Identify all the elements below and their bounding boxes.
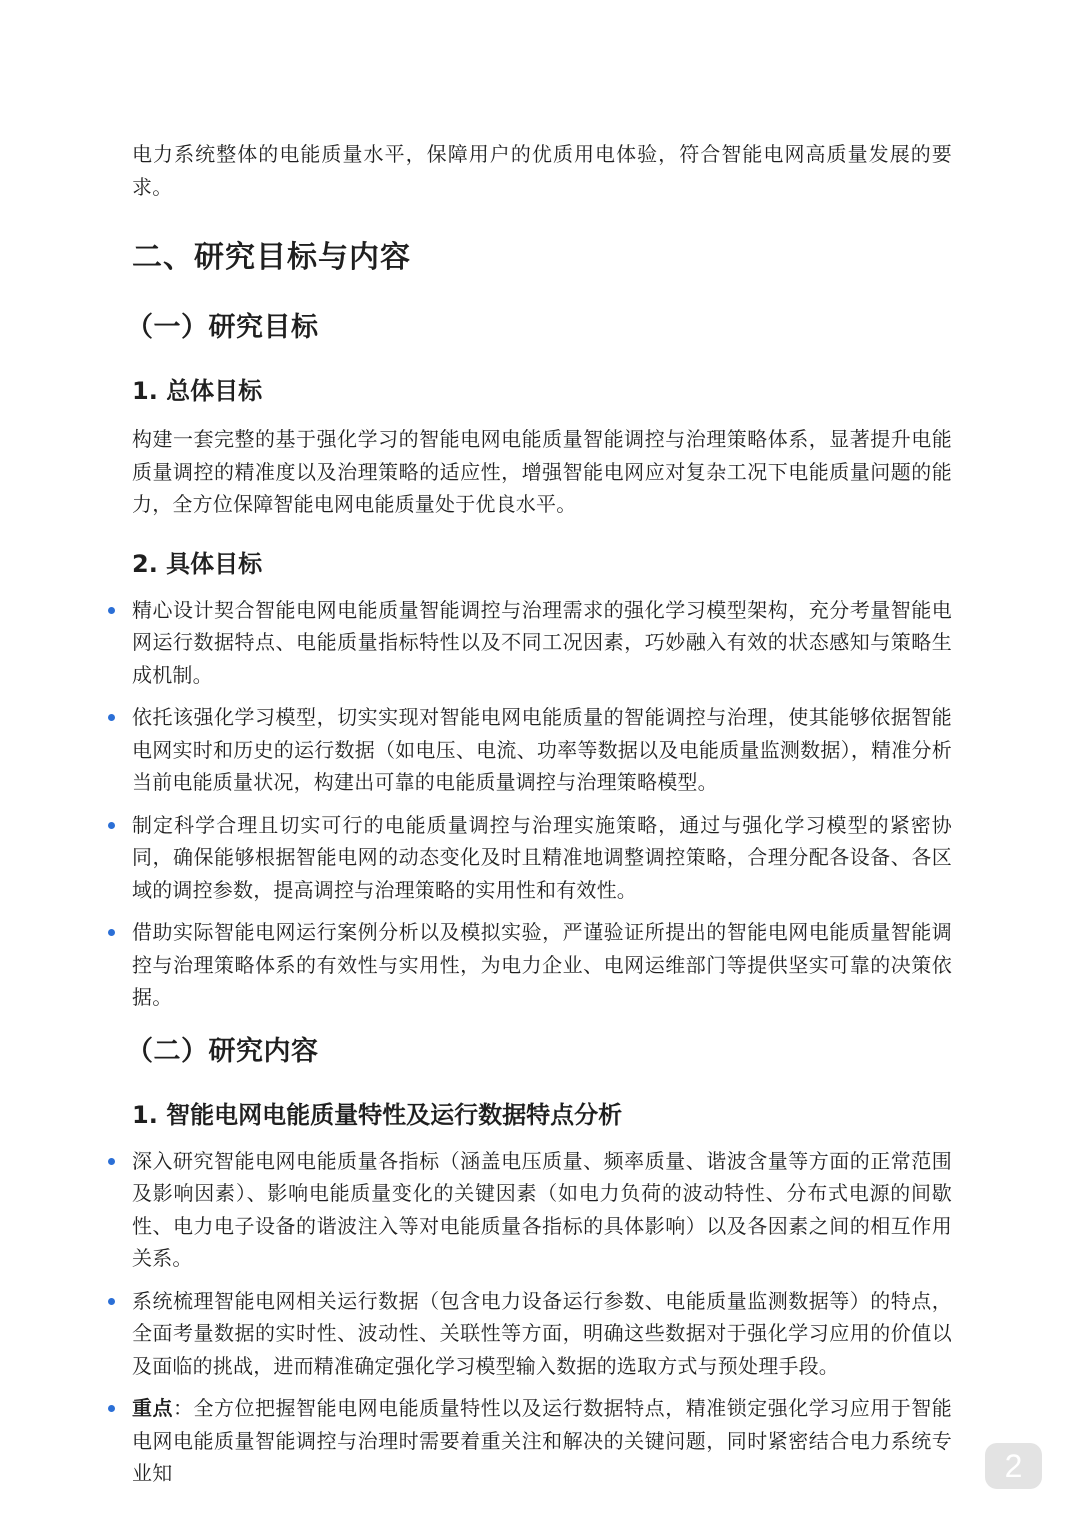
bullet-dot-icon (108, 607, 115, 614)
content-item1-list (132, 1145, 952, 1490)
bullet-dot-icon (108, 1158, 115, 1165)
bullet-dot-icon (108, 929, 115, 936)
goals-heading: （一）研究目标 (126, 312, 319, 343)
list-item-text: 深入研究智能电网电能质量各指标（涵盖电压质量、频率质量、谐波含量等方面的正常范围及影响因素）、影响电能质量变化的关键因素（如电力负荷的波动特性、分布式电源的间歇性、电力电子设备的谐波注入等对电能质量各指标的具体影响）以及各因素之间的相互作用关系。 (132, 1148, 952, 1270)
page-content (126, 138, 952, 1500)
bullet-dot-icon (108, 822, 115, 829)
list-item-text: 系统梳理智能电网相关运行数据（包含电力设备运行参数、电能质量监测数据等）的特点，全面考量数据的实时性、波动性、关联性等方面，明确这些数据对于强化学习应用的价值以及面临的挑战，进而精准确定强化学习模型输入数据的选取方式与预处理手段。 (132, 1288, 952, 1378)
list-item (132, 594, 952, 692)
section-heading: 二、研究目标与内容 (132, 240, 411, 275)
key-point-label: 重点 (132, 1396, 174, 1420)
list-item-text: 依托该强化学习模型，切实实现对智能电网电能质量的智能调控与治理，使其能够依据智能电网实时和历史的运行数据（如电压、电流、功率等数据以及电能质量监测数据），精准分析当前电能质量状况，构建出可靠的电能质量调控与治理策略模型。 (132, 705, 952, 794)
list-item-text: 借助实际智能电网运行案例分析以及模拟实验，严谨验证所提出的智能电网电能质量智能调控与治理策略体系的有效性与实用性，为电力企业、电网运维部门等提供坚实可靠的决策依据。 (132, 920, 952, 1009)
contents-heading: （二）研究内容 (126, 1035, 319, 1067)
bullet-dot-icon (108, 1405, 115, 1412)
overall-goal-paragraph: 构建一套完整的基于强化学习的智能电网电能质量智能调控与治理策略体系，显著提升电能质量调控的精准度以及治理策略的适应性，增强智能电网应对复杂工况下电能质量问题的能力，全方位保障智能电网电能质量处于优良水平。 (132, 427, 952, 516)
key-point-text: ：全方位把握智能电网电能质量特性以及运行数据特点，精准锁定强化学习应用于智能电网电能质量智能调控与治理时需要着重关注和解决的关键问题，同时紧密结合电力系统专业知 (132, 1396, 952, 1485)
list-item (132, 1145, 952, 1275)
intro-tail-paragraph: 电力系统整体的电能质量水平，保障用户的优质用电体验，符合智能电网高质量发展的要求。 (132, 142, 952, 199)
specific-goals-list (132, 594, 952, 1014)
bullet-dot-icon (108, 1298, 115, 1305)
content-item1-heading: 1. 智能电网电能质量特性及运行数据特点分析 (132, 1100, 623, 1129)
page-number-badge: 2 (985, 1443, 1042, 1489)
list-item (132, 1392, 952, 1490)
overall-goal-heading: 1. 总体目标 (132, 377, 263, 405)
list-item (132, 701, 952, 799)
bullet-dot-icon (108, 714, 115, 721)
specific-goals-heading: 2. 具体目标 (132, 549, 263, 578)
list-item (132, 1285, 952, 1383)
list-item-text: 制定科学合理且切实可行的电能质量调控与治理实施策略，通过与强化学习模型的紧密协同，确保能够根据智能电网的动态变化及时且精准地调整调控策略，合理分配各设备、各区域的调控参数，提高调控与治理策略的实用性和有效性。 (132, 812, 952, 902)
list-item-text: 精心设计契合智能电网电能质量智能调控与治理需求的强化学习模型架构，充分考量智能电网运行数据特点、电能质量指标特性以及不同工况因素，巧妙融入有效的状态感知与策略生成机制。 (132, 597, 952, 687)
list-item (132, 916, 952, 1014)
list-item (132, 809, 952, 907)
